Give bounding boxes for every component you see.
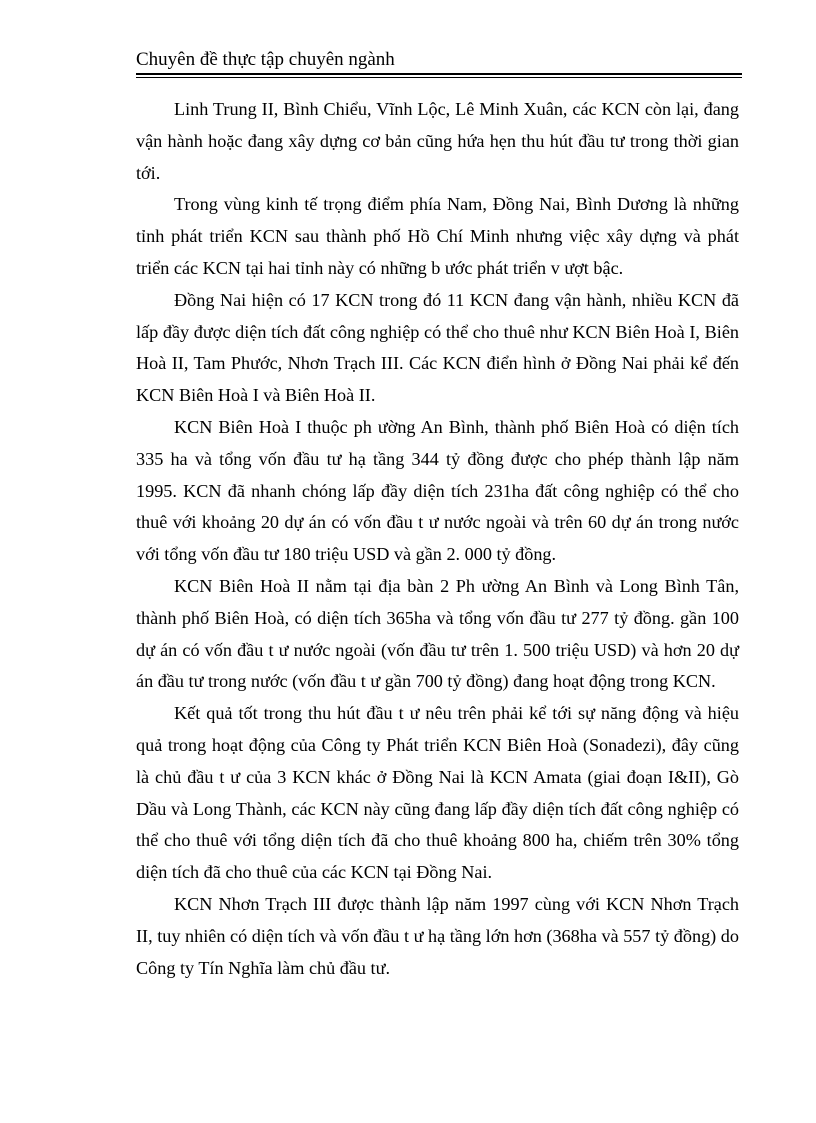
paragraph: Trong vùng kinh tế trọng điểm phía Nam, Đồng Nai, Bình Dương là những tỉnh phát triển KCN sau thành phố Hồ Chí Minh nhưng việc xây dựng và phát triển các KCN tại hai tỉnh này có những b ước phát triển v ượt bậc.: [136, 194, 739, 278]
paragraph: KCN Biên Hoà I thuộc ph ường An Bình, thành phố Biên Hoà có diện tích 335 ha và tổng vốn đầu tư hạ tầng 344 tỷ đồng được cho phép thành lập năm 1995. KCN đã nhanh chóng lấp đầy diện tích 231ha đất công nghiệp có thể cho thuê với khoảng 20 dự án có vốn đầu t ư nước ngoài và trên 60 dự án trong nước với tổng vốn đầu tư 180 triệu USD và gần 2. 000 tỷ đồng.: [136, 416, 739, 565]
paragraph: Linh Trung II, Bình Chiểu, Vĩnh Lộc, Lê Minh Xuân, các KCN còn lại, đang vận hành hoặc đang xây dựng cơ bản cũng hứa hẹn thu hút đầu tư trong thời gian tới.: [136, 99, 739, 183]
body-text: [136, 94, 739, 984]
page-header: [136, 48, 742, 78]
header-rule-thin: [136, 77, 742, 78]
header-title: Chuyên đề thực tập chuyên ngành: [136, 49, 395, 70]
paragraph: KCN Nhơn Trạch III được thành lập năm 1997 cùng với KCN Nhơn Trạch II, tuy nhiên có diện tích và vốn đầu t ư hạ tầng lớn hơn (368ha và 557 tỷ đồng) do Công ty Tín Nghĩa làm chủ đầu tư.: [136, 893, 739, 978]
paragraph: KCN Biên Hoà II nằm tại địa bàn 2 Ph ường An Bình và Long Bình Tân, thành phố Biên Hoà, có diện tích 365ha và tổng vốn đầu tư 277 tỷ đồng. gần 100 dự án có vốn đầu t ư nước ngoài (vốn đầu tư trên 1. 500 triệu USD) và hơn 20 dự án đầu tư trong nước (vốn đầu t ư gần 700 tỷ đồng) đang hoạt động trong KCN.: [136, 575, 739, 692]
header-rule-thick: [136, 73, 742, 75]
paragraph: Kết quả tốt trong thu hút đầu t ư nêu trên phải kể tới sự năng động và hiệu quả trong hoạt động của Công ty Phát triển KCN Biên Hoà (Sonadezi), đây cũng là chủ đầu t ư của 3 KCN khác ở Đồng Nai là KCN Amata (giai đoạn I&II), Gò Dầu và Long Thành, các KCN này cũng đang lấp đầy diện tích đất công nghiệp có thể cho thuê với tổng diện tích đã cho thuê khoảng 800 ha, chiếm trên 30% tổng diện tích đã cho thuê của các KCN tại Đồng Nai.: [136, 703, 739, 883]
paragraph: Đồng Nai hiện có 17 KCN trong đó 11 KCN đang vận hành, nhiều KCN đã lấp đầy được diện tích đất công nghiệp có thể cho thuê như KCN Biên Hoà I, Biên Hoà II, Tam Phước, Nhơn Trạch III. Các KCN điển hình ở Đồng Nai phải kể đến KCN Biên Hoà I và Biên Hoà II.: [136, 289, 739, 406]
